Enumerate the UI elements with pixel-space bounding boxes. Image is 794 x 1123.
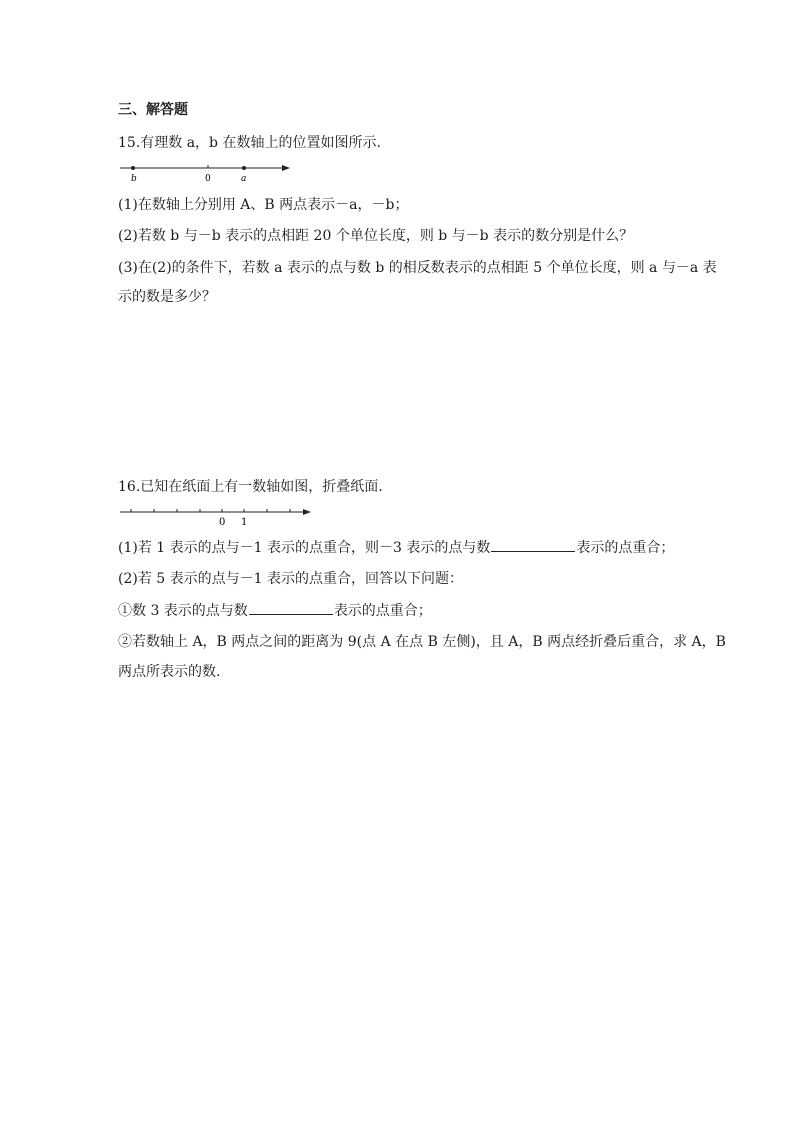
q16-sub2-line1: ②若数轴上 A，B 两点之间的距离为 9(点 A 在点 B 左侧)，且 A，B 两点经折叠后重合，求 A，B xyxy=(118,634,726,650)
q16-number-line xyxy=(118,504,318,526)
q15-part3-line2: 示的数是多少？ xyxy=(118,289,216,305)
q15-part2: (2)若数 b 与－b 表示的点相距 20 个单位长度，则 b 与－b 表示的数分别是什么？ xyxy=(118,228,634,244)
q15-stem: 15.有理数 a，b 在数轴上的位置如图所示. xyxy=(118,135,381,151)
q16-axis-arrow xyxy=(303,509,311,515)
q15-part1: (1)在数轴上分别用 A、B 两点表示－a，－b； xyxy=(118,197,409,213)
q15-label-a: a xyxy=(241,174,247,184)
q15-label-b: b xyxy=(131,174,137,184)
q16-sub1-blank xyxy=(249,600,333,615)
q15-part3-line1: (3)在(2)的条件下，若数 a 表示的点与数 b 的相反数表示的点相距 5 个单位长度，则 a 与－a 表 xyxy=(118,260,717,276)
q15-point-b xyxy=(131,166,135,170)
q16-sub1-before: ①数 3 表示的点与数 xyxy=(118,603,248,619)
q16-part2: (2)若 5 表示的点与－1 表示的点重合，回答以下问题： xyxy=(118,571,463,587)
q15-point-a xyxy=(242,166,246,170)
q15-axis-arrow xyxy=(282,165,290,171)
q16-stem: 16.已知在纸面上有一数轴如图，折叠纸面. xyxy=(118,479,383,495)
q16-part1 xyxy=(118,537,674,558)
q16-part1-after: 表示的点重合； xyxy=(576,540,675,556)
q16-part1-before: (1)若 1 表示的点与－1 表示的点重合，则－3 表示的点与数 xyxy=(118,540,491,556)
q15-label-zero: 0 xyxy=(205,174,211,184)
q16-sub1-after: 表示的点重合； xyxy=(333,603,432,619)
q16-label-one: 1 xyxy=(241,517,248,528)
q16-sub1 xyxy=(118,600,432,621)
q15-number-line xyxy=(118,160,298,182)
q16-part1-blank xyxy=(491,537,575,552)
q16-sub2-line2: 两点所表示的数. xyxy=(118,664,221,680)
section-title: 三、解答题 xyxy=(118,102,188,118)
q16-label-zero: 0 xyxy=(219,517,226,528)
